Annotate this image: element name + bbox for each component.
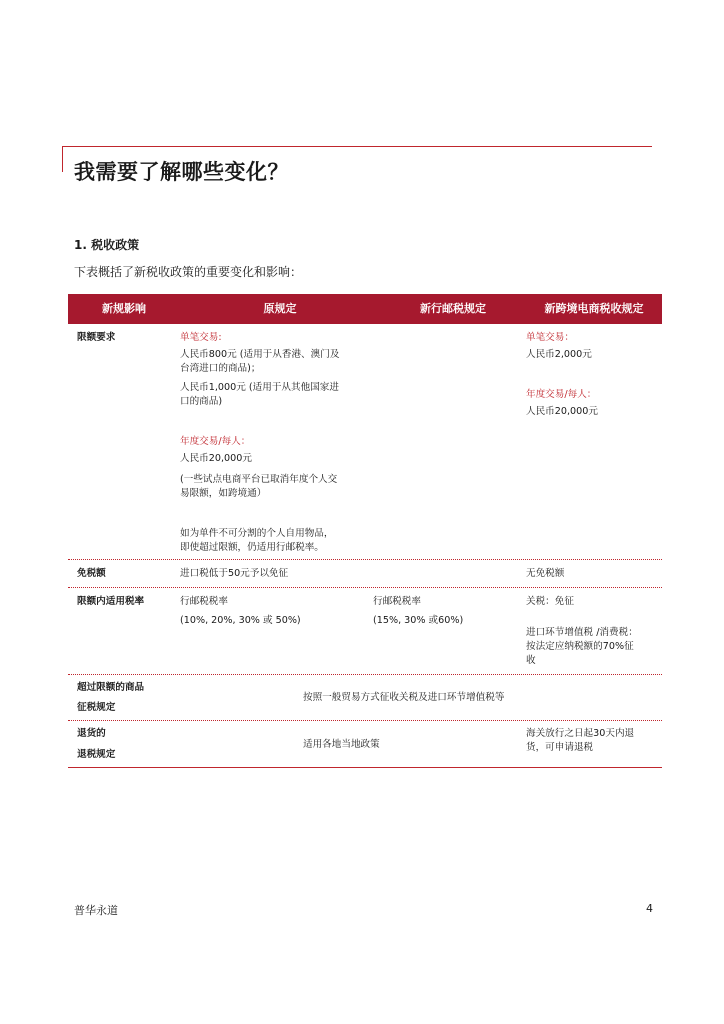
header-col-postal: 新行邮税规定 [420, 302, 486, 315]
row-limit-orig-note-b: 易限额，如跨境通） [180, 488, 267, 499]
row-exempt-label: 免税额 [77, 568, 106, 579]
row-refund-new-b: 货，可申请退税 [526, 742, 594, 753]
row-rate-orig-label: 行邮税税率 [180, 596, 228, 607]
title-frame-left [62, 146, 63, 172]
row-refund-label-a: 退货的 [77, 728, 106, 739]
row-rate-postal-label: 行邮税税率 [373, 596, 421, 607]
row-limit-orig-single-label: 单笔交易: [180, 332, 222, 343]
row-divider [68, 720, 662, 721]
row-limit-orig-annual-value: 人民币20,000元 [180, 453, 252, 464]
header-col-impact: 新规影响 [102, 302, 146, 315]
row-rate-postal-value: (15%, 30% 或60%) [373, 615, 464, 626]
row-divider [68, 559, 662, 560]
row-limit-orig-extra-b: 即使超过限额，仍适用行邮税率。 [180, 542, 324, 553]
footer-brand: 普华永道 [74, 904, 118, 917]
row-limit-orig-annual-label: 年度交易/每人： [180, 436, 251, 447]
table-header [68, 294, 662, 324]
row-over-label-b: 征税规定 [77, 702, 116, 713]
title-frame-top [62, 146, 652, 147]
row-rate-label: 限额内适用税率 [77, 596, 145, 607]
row-exempt-new: 无免税额 [526, 568, 565, 579]
intro-text: 下表概括了新税收政策的重要变化和影响： [74, 265, 303, 279]
row-rate-new-1: 关税：免征 [526, 596, 574, 607]
row-limit-new-single-value: 人民币2,000元 [526, 349, 592, 360]
section-heading: 1. 税收政策 [74, 238, 140, 252]
row-limit-orig-extra-a: 如为单件不可分割的个人自用物品， [180, 528, 334, 539]
row-refund-label-b: 退税规定 [77, 749, 116, 760]
row-over-value: 按照一般贸易方式征收关税及进口环节增值税等 [303, 692, 505, 703]
row-rate-new-2c: 收 [526, 655, 536, 666]
row-rate-new-2a: 进口环节增值税 /消费税： [526, 627, 638, 638]
row-over-label-a: 超过限额的商品 [77, 682, 145, 693]
row-limit-orig-note-a: (一些试点电商平台已取消年度个人交 [180, 474, 338, 485]
header-col-crossborder: 新跨境电商税收规定 [544, 302, 644, 315]
row-limit-orig-single-2b: 口的商品) [180, 396, 223, 407]
row-divider [68, 674, 662, 675]
row-limit-new-annual-value: 人民币20,000元 [526, 406, 598, 417]
row-limit-new-single-label: 单笔交易： [526, 332, 574, 343]
row-limit-orig-single-2a: 人民币1,000元 (适用于从其他国家进 [180, 382, 339, 393]
row-divider [68, 587, 662, 588]
header-col-original: 原规定 [263, 302, 297, 315]
row-limit-label: 限额要求 [77, 332, 116, 343]
row-limit-new-annual-label: 年度交易/每人： [526, 389, 597, 400]
row-limit-orig-single-1a: 人民币800元 (适用于从香港、澳门及 [180, 349, 340, 360]
row-refund-value: 适用各地当地政策 [303, 739, 380, 750]
table-bottom-rule [68, 767, 662, 768]
row-limit-orig-single-1b: 台湾进口的商品)； [180, 363, 261, 374]
row-rate-orig-value: (10%, 20%, 30% 或 50%) [180, 615, 301, 626]
page-title: 我需要了解哪些变化？ [74, 160, 289, 184]
page-number: 4 [646, 902, 653, 915]
row-rate-new-2b: 按法定应纳税额的70%征 [526, 641, 634, 652]
row-refund-new-a: 海关放行之日起30天内退 [526, 728, 635, 739]
row-exempt-orig: 进口税低于50元予以免征 [180, 568, 289, 579]
